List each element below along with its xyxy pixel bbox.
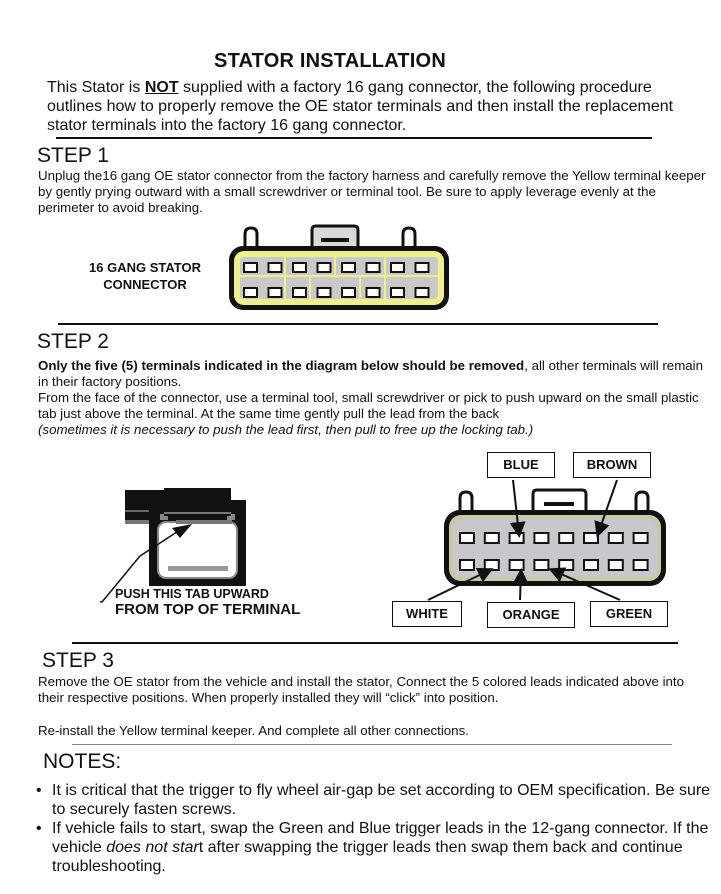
terminal-cavity (244, 263, 257, 272)
terminal-cavity (293, 263, 306, 272)
note-item (36, 781, 716, 819)
notes-heading: NOTES: (43, 750, 122, 773)
yellow-connector-diagram (225, 224, 453, 312)
step3-text: Remove the OE stator from the vehicle and install the stator, Connect the 5 colored leads indicated above into their respective positions. When properly installed they will “click” into position. (38, 674, 685, 705)
terminal-cavity (342, 288, 355, 297)
callout-blue: BLUE (487, 452, 555, 478)
page-title: STATOR INSTALLATION (214, 50, 446, 72)
divider (58, 323, 658, 325)
tab-label-line1: PUSH THIS TAB UPWARD (115, 587, 269, 601)
step1-text: Unplug the16 gang OE stator connector from the factory harness and carefully remove the Yellow terminal keeper by gently prying outward with a small screwdriver or terminal tool. Be sure to apply leverage evenly at the perimeter to avoid breaking. (38, 168, 706, 215)
callout-brown: BROWN (573, 452, 651, 478)
step2-text-after: , all other terminals will remain in their factory positions. (38, 358, 704, 389)
divider (72, 642, 678, 644)
terminal-cavity (367, 263, 380, 272)
step2-bold-text: Only the five (5) terminals indicated in the diagram below should be removed (38, 358, 525, 373)
terminal-cavity (244, 288, 257, 297)
terminal-cavity (318, 263, 331, 272)
intro-text-after: supplied with a factory 16 gang connector, the following procedure outlines how to properly remove the OE stator terminals and then install the replacement stator terminals into the factory 16 gang connector. (47, 79, 674, 134)
terminal-cavity (391, 263, 404, 272)
diagram-label-line2: CONNECTOR (103, 277, 187, 292)
terminal-cavity (318, 288, 331, 297)
terminal-cavity (367, 288, 380, 297)
step2-text2: From the face of the connector, use a terminal tool, small screwdriver or pick to push upward on the small plastic tab just above the terminal. At the same time gently pull the lead from the back (38, 390, 699, 421)
arrow-blue (513, 480, 519, 534)
callout-orange: ORANGE (487, 602, 575, 628)
intro-text-before: This Stator is (47, 79, 145, 96)
tab-label-line2: FROM TOP OF TERMINAL (115, 601, 301, 618)
arrow-green (552, 570, 620, 600)
intro-paragraph (47, 78, 707, 135)
terminal-cavity (342, 263, 355, 272)
step2-heading: STEP 2 (37, 330, 109, 353)
terminal-cavity (416, 288, 429, 297)
terminal-cavity (416, 263, 429, 272)
step2-text (38, 358, 708, 438)
arrow-brown (598, 480, 617, 534)
note-italic-text: does not star (106, 839, 199, 856)
callout-white: WHITE (392, 601, 462, 627)
step1-heading: STEP 1 (37, 144, 109, 167)
arrow-orange (520, 572, 521, 600)
tab-instruction-label (115, 587, 300, 618)
note-text-after: t after swapping the trigger leads then swap them back and continue troubleshooting. (52, 839, 683, 875)
terminal-cavity (269, 263, 282, 272)
note-text: If vehicle fails to start, swap the Green and Blue trigger leads in the 12-gang connector. If the vehicle (52, 820, 709, 856)
step3-heading: STEP 3 (42, 649, 114, 672)
divider (56, 137, 652, 139)
terminal-cavity (293, 288, 306, 297)
divider (72, 744, 672, 745)
step2-italic-note: (sometimes it is necessary to push the lead first, then pull to free up the locking tab.) (38, 422, 534, 437)
terminal-cavity (269, 288, 282, 297)
intro-emphasis: NOT (144, 79, 179, 96)
step3-text2: Re-install the Yellow terminal keeper. And complete all other connections. (38, 723, 469, 738)
terminal-cavity (391, 288, 404, 297)
bullet-icon: • (36, 782, 42, 799)
note-item (36, 819, 716, 876)
notes-list (36, 781, 716, 876)
step1-diagram-label (70, 259, 220, 293)
arrow-white (428, 570, 490, 600)
note-text: It is critical that the trigger to fly wheel air-gap be set according to OEM specification. Be sure to securely fasten screws. (52, 782, 711, 818)
diagram-label-line1: 16 GANG STATOR (89, 260, 201, 275)
bullet-icon: • (36, 820, 42, 837)
callout-green: GREEN (590, 601, 668, 627)
